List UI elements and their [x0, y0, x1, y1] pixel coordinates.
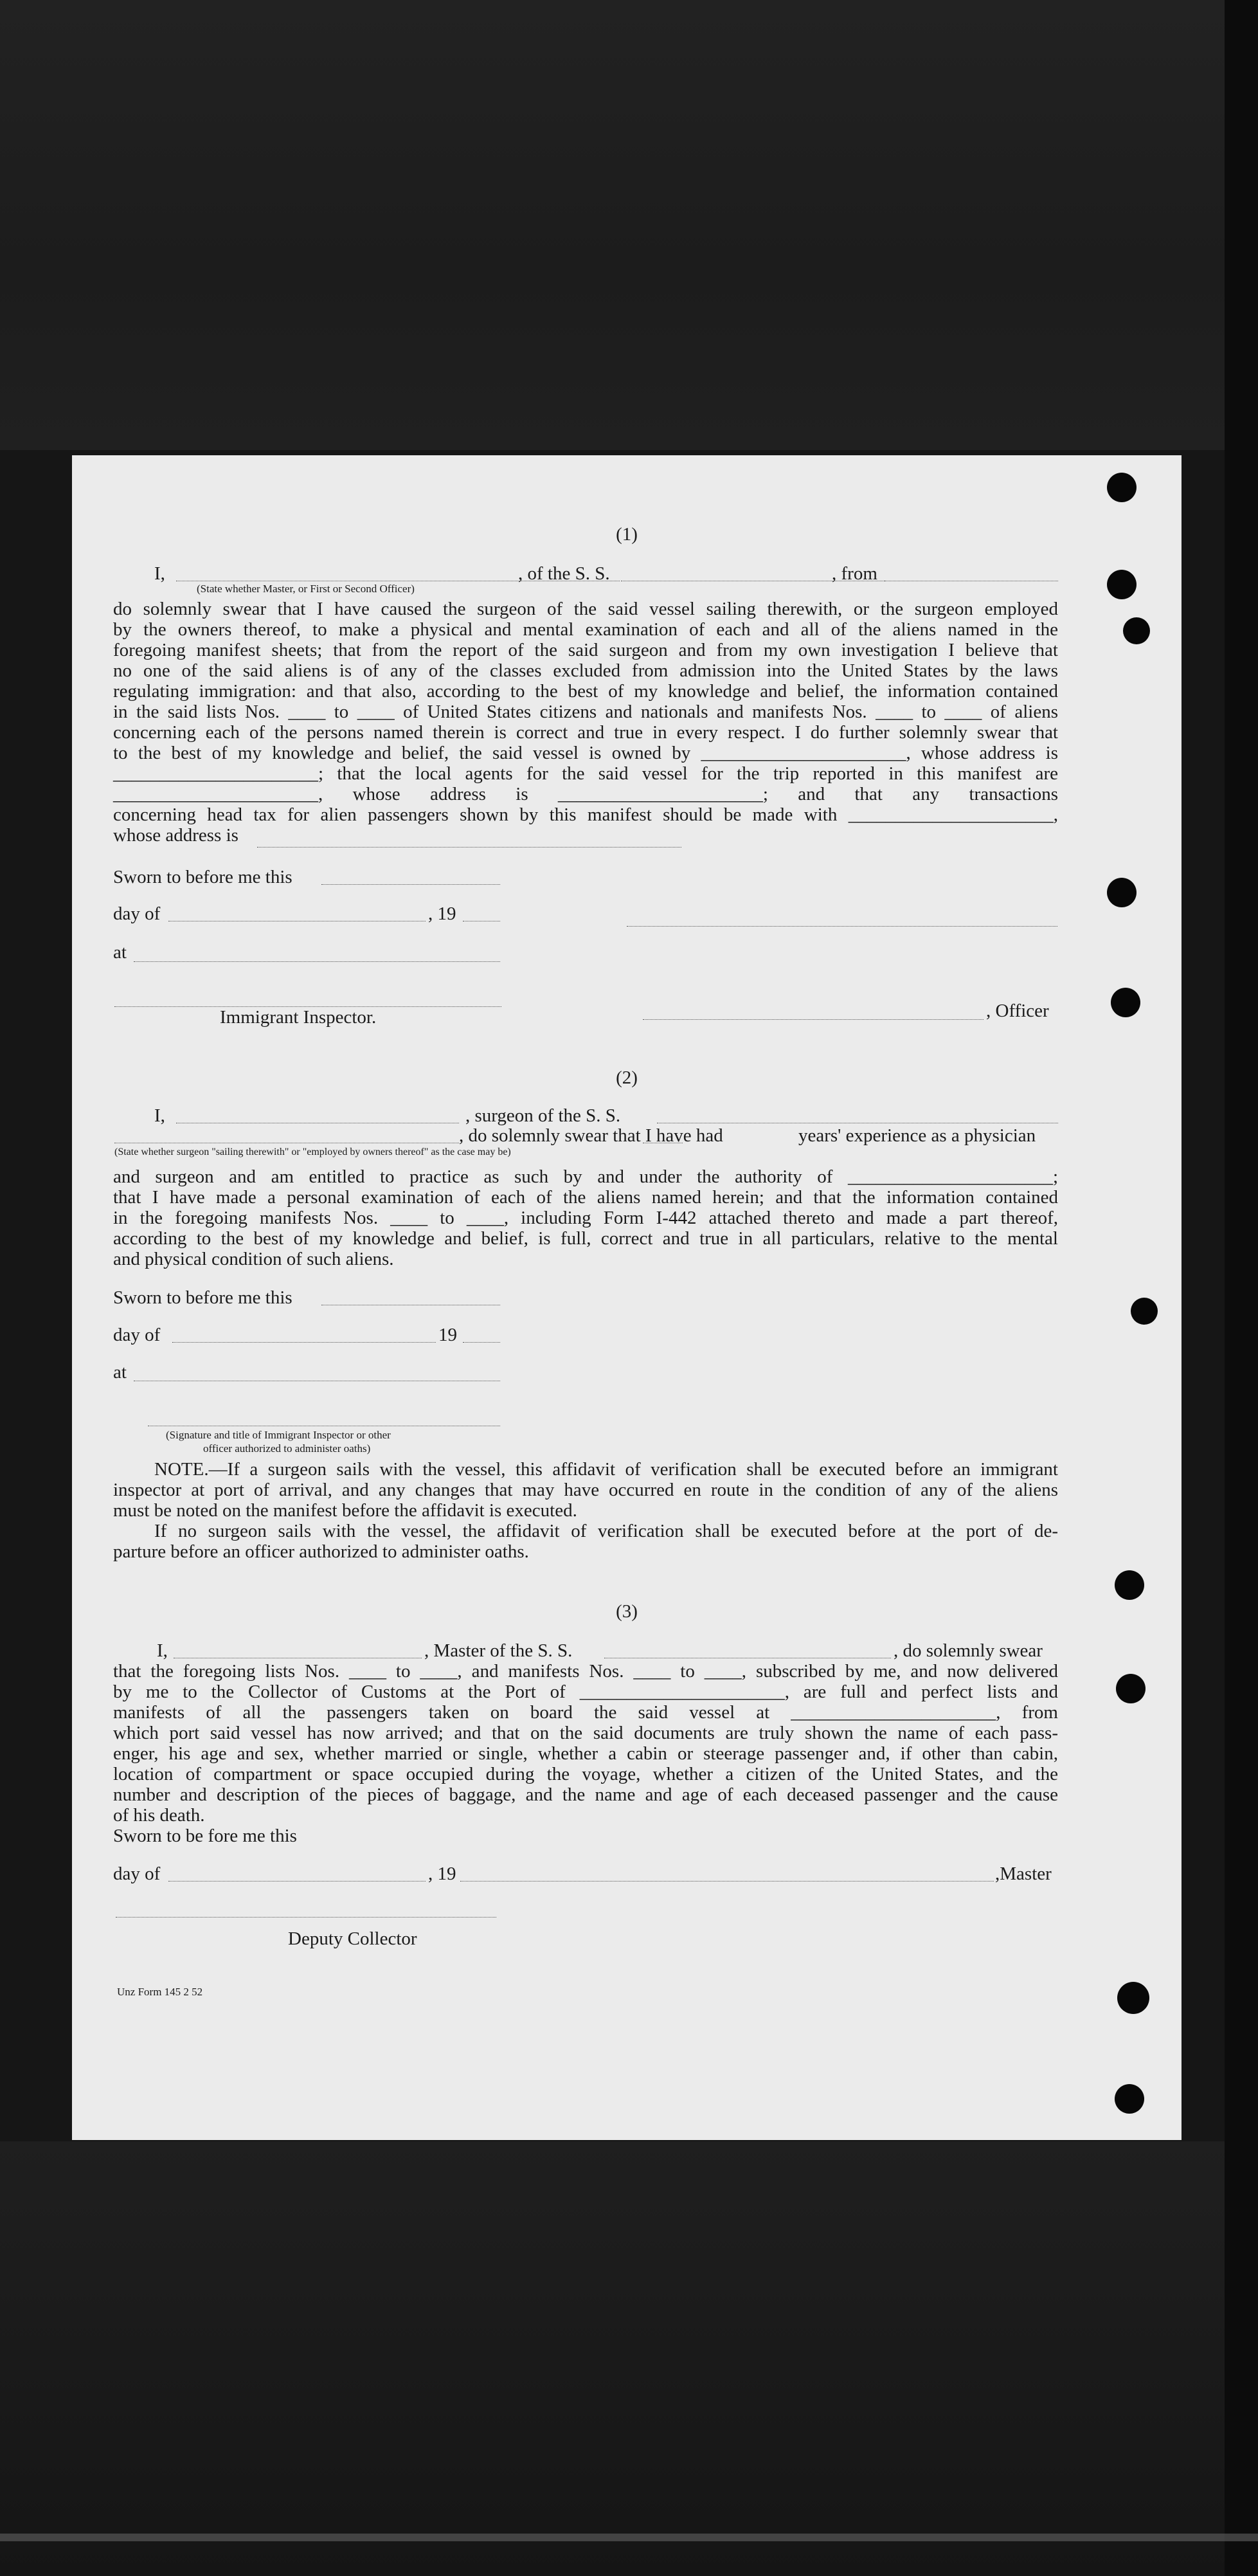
note-line: inspector at port of arrival, and any changes that may have occurred en route in the condition of any of the aliens	[113, 1480, 1058, 1500]
body-line: and surgeon and am entitled to practice as such by and under the authority of ______________________;	[113, 1166, 1058, 1187]
officer-note: (State whether Master, or First or Second Officer)	[197, 583, 415, 595]
section-2-i: I,	[154, 1105, 165, 1126]
port-from-blank[interactable]	[885, 580, 1058, 581]
punch-hole-icon	[1107, 570, 1137, 599]
body-line: concerning each of the persons named therein is correct and true in every respect. I do further solemnly swear that	[113, 722, 1058, 743]
surgeon-label: , surgeon of the S. S.	[465, 1105, 621, 1126]
year-label: , 19	[428, 903, 456, 924]
month-blank[interactable]	[168, 1880, 426, 1882]
body-line: of his death.	[113, 1805, 205, 1826]
punch-hole-icon	[1107, 473, 1137, 502]
surgeon-note: (State whether surgeon "sailing therewith" or "employed by owners thereof" as the case may be)	[114, 1147, 511, 1157]
years-blank[interactable]	[643, 1142, 683, 1143]
sworn-day-blank[interactable]	[321, 884, 500, 885]
body-line: ______________________; that the local agents for the said vessel for the trip reported in this manifest are	[113, 763, 1058, 784]
at-label: at	[113, 942, 127, 963]
section-1-body	[113, 599, 1058, 846]
body-line: that I have made a personal examination of each of the aliens named herein; and that the information contained	[113, 1187, 1058, 1208]
sworn-line-1	[113, 867, 1058, 887]
day-of-label: day of	[113, 903, 161, 924]
note-line: must be noted on the manifest before the affidavit is executed.	[113, 1500, 577, 1521]
body-line: whose address is	[113, 825, 238, 846]
punch-hole-icon	[1123, 617, 1150, 644]
body-line: regulating immigration: and that also, according to the best of my knowledge and belief, the information contained	[113, 681, 1058, 702]
punch-hole-icon	[1111, 988, 1140, 1017]
note-paragraph	[113, 1459, 1058, 1562]
section-1-i: I,	[154, 563, 165, 584]
punch-hole-icon	[1115, 1570, 1144, 1600]
place-blank[interactable]	[134, 1380, 500, 1381]
sworn-label: Sworn to before me this	[113, 1287, 292, 1308]
day-of-label: day of	[113, 1864, 161, 1884]
surgeon-vessel-blank[interactable]	[657, 1122, 1058, 1123]
section-2-body	[113, 1166, 1058, 1269]
deputy-collector-label: Deputy Collector	[288, 1928, 417, 1949]
surgeon-status-blank[interactable]	[114, 1142, 459, 1143]
section-3-body	[113, 1661, 1058, 1826]
body-line: and physical condition of such aliens.	[113, 1249, 394, 1269]
body-line: location of compartment or space occupied during the voyage, whether a citizen of the United States, and the	[113, 1764, 1058, 1784]
sworn-line-2	[113, 1287, 1058, 1308]
body-line: concerning head tax for alien passengers shown by this manifest should be made with ______________________,	[113, 804, 1058, 825]
body-line: according to the best of my knowledge and belief, is full, correct and true in all particulars, relative to the mental	[113, 1228, 1058, 1249]
year-label: 19	[438, 1325, 457, 1345]
body-line: do solemnly swear that I have caused the surgeon of the said vessel sailing therewith, or the surgeon employed	[113, 599, 1058, 619]
body-line: no one of the said aliens is of any of the classes excluded from admission into the United States by the laws	[113, 660, 1058, 681]
immigrant-inspector-label: Immigrant Inspector.	[220, 1007, 377, 1028]
body-line: to the best of my knowledge and belief, the said vessel is owned by ______________________, whose address is	[113, 743, 1058, 763]
section-2-number: (2)	[616, 1067, 638, 1088]
master-name-blank[interactable]	[174, 1657, 422, 1658]
officer-title-blank[interactable]	[643, 1019, 984, 1020]
punch-hole-icon	[1115, 2084, 1144, 2114]
sworn-label: Sworn to before me this	[113, 867, 292, 887]
year-blank[interactable]	[463, 920, 500, 921]
master-signature-blank[interactable]	[460, 1880, 994, 1882]
microfilm-background-bottom	[0, 2141, 1258, 2576]
punch-hole-icon	[1131, 1298, 1158, 1325]
body-line: number and description of the pieces of baggage, and the name and age of each deceased passenger and the cause	[113, 1784, 1058, 1805]
punch-hole-icon	[1107, 878, 1137, 907]
punch-hole-icon	[1116, 1674, 1146, 1703]
body-line: by me to the Collector of Customs at the Port of ______________________, are full and perfect lists and	[113, 1682, 1058, 1702]
body-line: that the foregoing lists Nos. ____ to ____, and manifests Nos. ____ to ____, subscribed by me, and now delivered	[113, 1661, 1058, 1682]
year-label: , 19	[428, 1864, 456, 1884]
years-label: years' experience as a physician	[798, 1125, 1036, 1146]
note-line: If no surgeon sails with the vessel, the affidavit of verification shall be executed before at the port of de-	[154, 1521, 1058, 1541]
punch-hole-icon	[1117, 1982, 1149, 2014]
master-signature-label: ,Master	[995, 1864, 1052, 1884]
section-1-from-label: , from	[832, 563, 877, 584]
body-line: enger, his age and sex, whether married or single, whether a cabin or steerage passenger and, if other than cabin,	[113, 1743, 1058, 1764]
sworn-line-3	[113, 1826, 1058, 1846]
body-line: in the said lists Nos. ____ to ____ of United States citizens and nationals and manifests Nos. ____ to ____ of aliens	[113, 702, 1058, 722]
body-line: ______________________, whose address is ______________________; and that any transactions	[113, 784, 1058, 804]
year-blank[interactable]	[463, 1341, 500, 1343]
master-vessel-blank[interactable]	[604, 1657, 891, 1658]
body-line: by the owners thereof, to make a physical and mental examination of each and all of the aliens named in the	[113, 619, 1058, 640]
microfilm-edge	[1225, 0, 1258, 2576]
section-1-vessel-label: , of the S. S.	[518, 563, 610, 584]
at-line-1	[113, 942, 1058, 963]
section-3-number: (3)	[616, 1601, 638, 1622]
swear-label: , do solemnly swear that I have had	[459, 1125, 723, 1146]
sworn-label: Sworn to be fore me this	[113, 1826, 297, 1846]
head-tax-address-blank[interactable]	[257, 846, 681, 848]
officer-signature-blank[interactable]	[627, 925, 1057, 927]
month-blank[interactable]	[168, 920, 426, 921]
master-label: , Master of the S. S.	[424, 1640, 573, 1661]
note-line: NOTE.—If a surgeon sails with the vessel, this affidavit of verification shall be executed before an immigrant	[154, 1459, 1058, 1480]
body-line: foregoing manifest sheets; that from the report of the said surgeon and from my own investigation I believe that	[113, 640, 1058, 660]
signature-note-2: officer authorized to administer oaths)	[203, 1442, 371, 1455]
collector-signature-blank[interactable]	[116, 1916, 496, 1918]
sworn-day-blank[interactable]	[321, 1304, 500, 1305]
note-line: parture before an officer authorized to administer oaths.	[113, 1541, 529, 1562]
day-of-label: day of	[113, 1325, 161, 1345]
at-label: at	[113, 1362, 127, 1383]
body-line: which port said vessel has now arrived; and that on the said documents are truly shown the name of each pass-	[113, 1723, 1058, 1743]
form-id: Unz Form 145 2 52	[117, 1986, 203, 1998]
microfilm-scratch	[0, 2534, 1258, 2541]
body-line: manifests of all the passengers taken on board the said vessel at ______________________, from	[113, 1702, 1058, 1723]
body-line: in the foregoing manifests Nos. ____ to ____, including Form I-442 attached thereto and made a part thereof,	[113, 1208, 1058, 1228]
month-blank[interactable]	[172, 1341, 436, 1343]
swear-label: , do solemnly swear	[894, 1640, 1043, 1661]
place-blank[interactable]	[134, 961, 500, 962]
microfilm-background-top	[0, 0, 1258, 450]
section-3-i: I,	[157, 1640, 168, 1661]
surgeon-name-blank[interactable]	[176, 1122, 459, 1123]
section-1-number: (1)	[616, 524, 638, 545]
signature-note-1: (Signature and title of Immigrant Inspector or other	[166, 1429, 391, 1441]
inspector-signature-blank[interactable]	[148, 1425, 500, 1426]
officer-label: , Officer	[986, 1001, 1049, 1021]
